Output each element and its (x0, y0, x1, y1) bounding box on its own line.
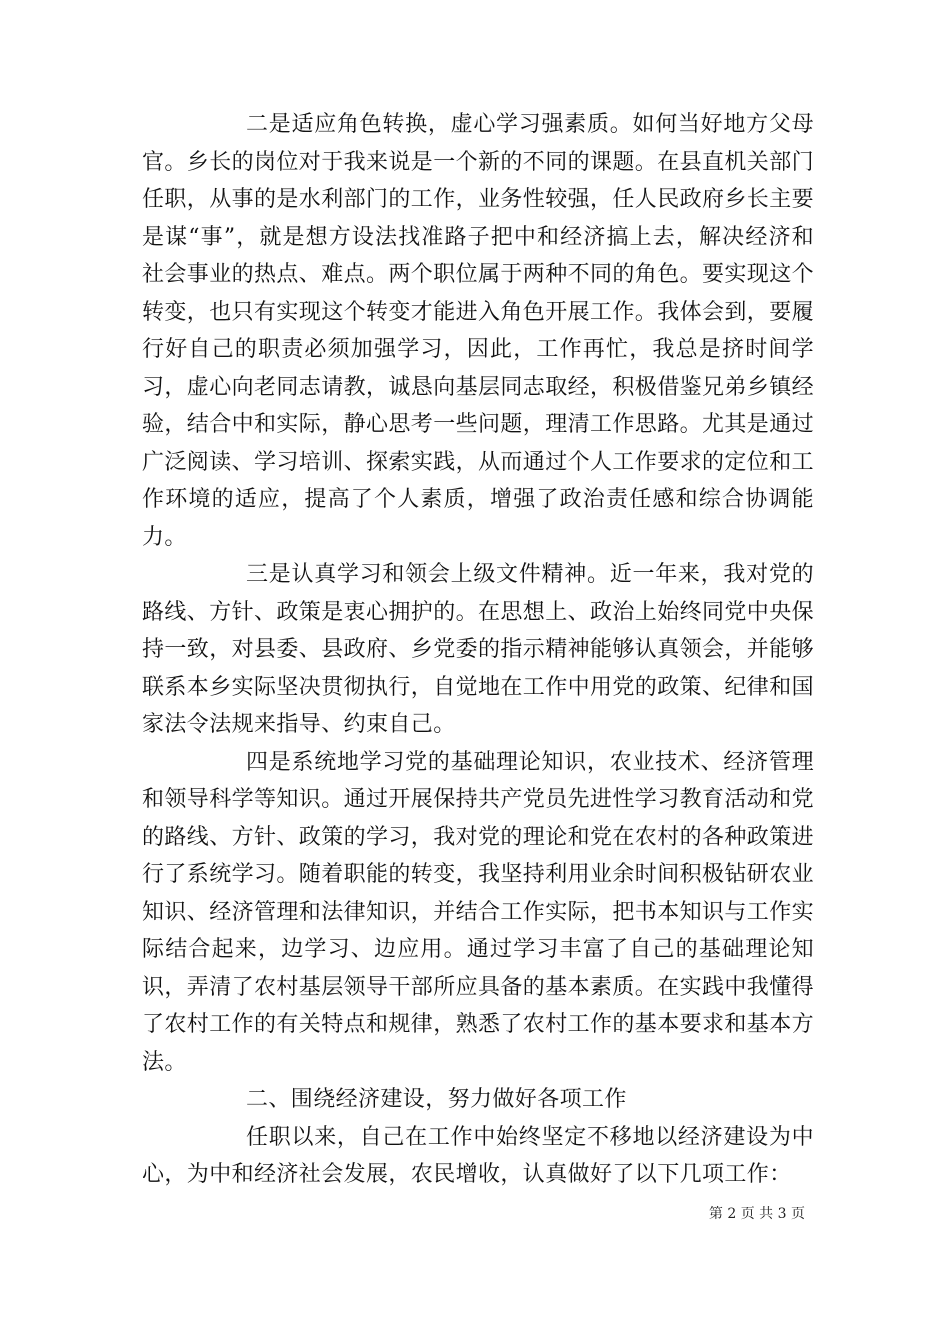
paragraph-since-appointment: 任职以来，自己在工作中始终坚定不移地以经济建设为中心，为中和经济社会发展，农民增收，认真做好了以下几项工作： (142, 1124, 814, 1187)
page-number-footer: 第 2 页 共 3 页 (708, 1206, 805, 1222)
paragraph-study-documents: 三是认真学习和领会上级文件精神。近一年来，我对党的路线、方针、政策是衷心拥护的。在思想上、政治上始终同党中央保持一致，对县委、县政府、乡党委的指示精神能够认真领会，并能够联系本乡实际坚决贯彻执行，自觉地在工作中用党的政策、纪律和国家法令法规来指导、约束自己。 (142, 562, 815, 737)
paragraph-role-transition: 二是适应角色转换，虚心学习强素质。如何当好地方父母官。乡长的岗位对于我来说是一个新的不同的课题。在县直机关部门任职，从事的是水利部门的工作，业务性较强，任人民政府乡长主要是谋“事”，就是想方设法找准路子把中和经济搞上去，解决经济和社会事业的热点、难点。两个职位属于两种不同的角色。要实现这个转变，也只有实现这个转变才能进入角色开展工作。我体会到，要履行好自己的职责必须加强学习，因此，工作再忙，我总是挤时间学习，虚心向老同志请教，诚恳向基层同志取经，积极借鉴兄弟乡镇经验，结合中和实际，静心思考一些问题，理清工作思路。尤其是通过广泛阅读、学习培训、探索实践，从而通过个人工作要求的定位和工作环境的适应，提高了个人素质，增强了政治责任感和综合协调能力。 (142, 112, 815, 550)
document-body (142, 106, 814, 1194)
section-heading-economic-work: 二、围绕经济建设，努力做好各项工作 (246, 1087, 627, 1112)
paragraph-study-theory: 四是系统地学习党的基础理论知识，农业技术、经济管理和领导科学等知识。通过开展保持共产党员先进性学习教育活动和党的路线、方针、政策的学习，我对党的理论和党在农村的各种政策进行了系统学习。随着职能的转变，我坚持利用业余时间积极钻研农业知识、经济管理和法律知识，并结合工作实际，把书本知识与工作实际结合起来，边学习、边应用。通过学习丰富了自己的基础理论知识，弄清了农村基层领导干部所应具备的基本素质。在实践中我懂得了农村工作的有关特点和规律，熟悉了农村工作的基本要求和基本方法。 (142, 749, 815, 1075)
